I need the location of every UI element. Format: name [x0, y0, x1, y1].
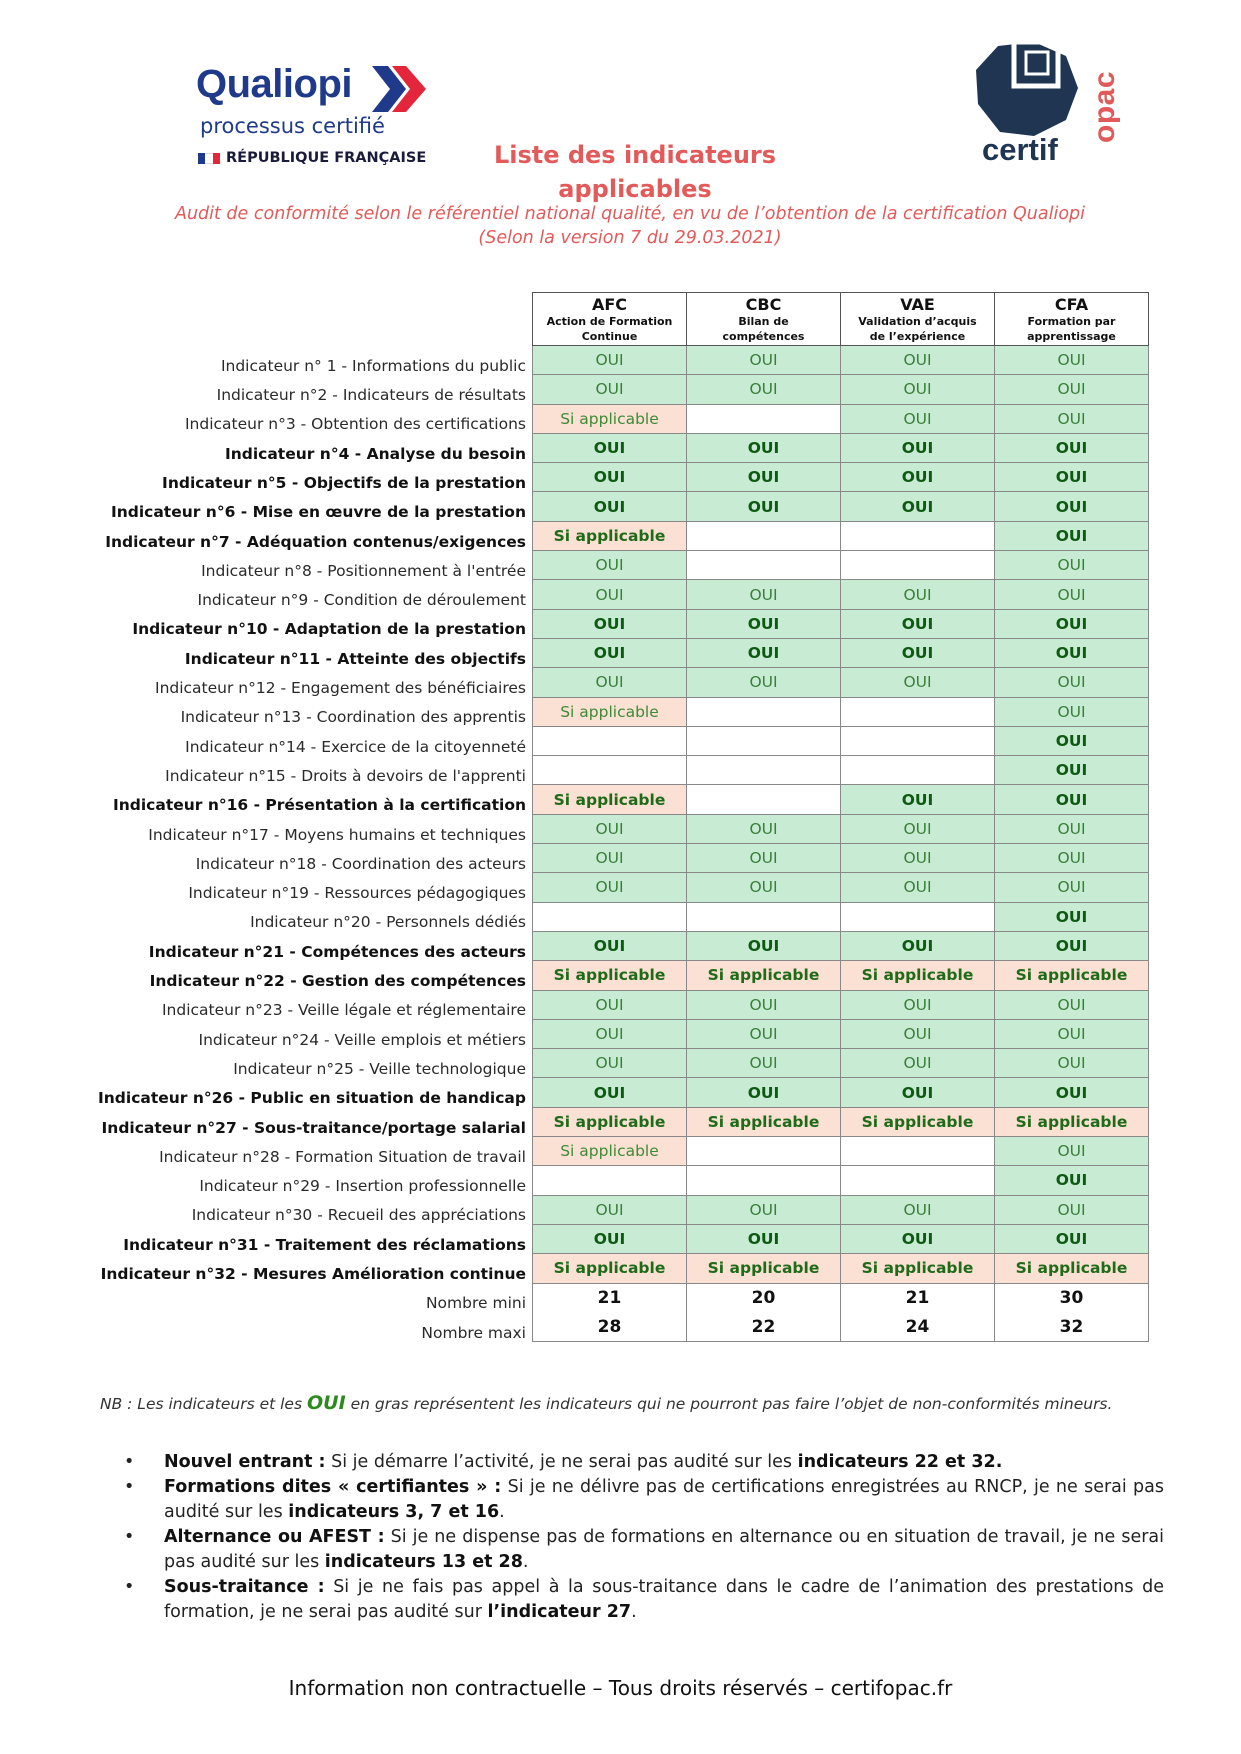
- column-header-vae: [841, 293, 995, 346]
- indicator-cell: [687, 726, 841, 755]
- indicator-cell: OUI: [687, 638, 841, 667]
- indicator-label: Indicateur n°18 - Coordination des acteurs: [195, 854, 526, 873]
- indicator-cell: Si applicable: [533, 1137, 687, 1166]
- indicator-cell: OUI: [687, 1078, 841, 1107]
- table-row: [96, 1254, 1149, 1283]
- indicator-cell: OUI: [841, 814, 995, 843]
- bullet-head: Alternance ou AFEST :: [164, 1527, 385, 1547]
- column-desc-2: apprentissage: [1027, 330, 1116, 343]
- bullet-tail: .: [522, 1552, 529, 1572]
- indicator-label: Indicateur n°13 - Coordination des apprentis: [180, 708, 526, 727]
- list-item: [124, 1475, 1164, 1525]
- indicator-cell: [687, 902, 841, 931]
- indicator-label: Indicateur n°22 - Gestion des compétences: [149, 972, 526, 991]
- column-abbr: CBC: [745, 295, 782, 314]
- bullet-head: Sous-traitance :: [164, 1577, 325, 1597]
- indicator-cell: OUI: [687, 931, 841, 960]
- indicator-cell: OUI: [533, 375, 687, 404]
- indicator-cell: OUI: [841, 1224, 995, 1253]
- table-row: [96, 1224, 1149, 1253]
- table-row: [96, 697, 1149, 726]
- indicator-cell: OUI: [995, 521, 1149, 550]
- page-subtitle: [140, 202, 1120, 250]
- indicator-cell: OUI: [533, 814, 687, 843]
- opac-word: opac: [1088, 70, 1121, 143]
- indicator-cell: OUI: [995, 902, 1149, 931]
- column-desc-2: Continue: [581, 330, 638, 343]
- indicator-cell: OUI: [841, 433, 995, 462]
- table-row: [96, 990, 1149, 1019]
- indicator-cell: OUI: [687, 1195, 841, 1224]
- table-row: [96, 961, 1149, 990]
- indicator-cell: OUI: [687, 873, 841, 902]
- qualiopi-logo: [196, 62, 446, 172]
- nb-text-after: en gras représentent les indicateurs qui ne pourront pas faire l’objet de non-conformités mineurs.: [350, 1395, 1113, 1413]
- indicator-cell: [533, 726, 687, 755]
- indicator-cell: [687, 1137, 841, 1166]
- indicator-cell: OUI: [841, 1019, 995, 1048]
- indicator-cell: Si applicable: [841, 961, 995, 990]
- indicator-cell: OUI: [995, 697, 1149, 726]
- column-header-cbc: [687, 293, 841, 346]
- indicator-cell: OUI: [841, 492, 995, 521]
- indicator-cell: OUI: [841, 609, 995, 638]
- indicator-cell: Si applicable: [841, 1254, 995, 1283]
- table-row: [96, 609, 1149, 638]
- indicator-cell: OUI: [995, 404, 1149, 433]
- table-row: [96, 726, 1149, 755]
- header-spacer: [96, 293, 533, 346]
- indicator-cell: OUI: [687, 433, 841, 462]
- bullet-head: Nouvel entrant :: [164, 1452, 326, 1472]
- indicator-cell: [841, 1137, 995, 1166]
- indicator-cell: OUI: [687, 463, 841, 492]
- indicator-cell: OUI: [841, 463, 995, 492]
- indicator-label: Indicateur n°29 - Insertion professionnelle: [199, 1177, 526, 1196]
- indicator-cell: [841, 902, 995, 931]
- bullet-head: Formations dites « certifiantes » :: [164, 1477, 502, 1497]
- bullet-icon: •: [124, 1477, 135, 1497]
- bullet-strong: indicateurs 22 et 32.: [797, 1452, 1003, 1472]
- indicator-label: Indicateur n°7 - Adéquation contenus/exigences: [105, 532, 526, 551]
- table-row: [96, 1137, 1149, 1166]
- indicator-cell: [687, 756, 841, 785]
- indicator-label: Indicateur n°11 - Atteinte des objectifs: [184, 649, 526, 668]
- indicator-cell: OUI: [841, 844, 995, 873]
- indicator-cell: OUI: [687, 346, 841, 375]
- indicator-cell: OUI: [533, 873, 687, 902]
- table-row: [96, 1049, 1149, 1078]
- indicator-label: Indicateur n°8 - Positionnement à l'entrée: [201, 561, 526, 580]
- republique-label: RÉPUBLIQUE FRANÇAISE: [226, 150, 427, 166]
- indicator-cell: OUI: [995, 346, 1149, 375]
- indicator-cell: OUI: [533, 463, 687, 492]
- indicator-cell: [533, 902, 687, 931]
- qualiopi-tagline: processus certifié: [200, 114, 385, 138]
- indicator-cell: OUI: [533, 1078, 687, 1107]
- bullet-text: Si je ne dispense pas de formations en alternance ou en situation de travail, je ne serai pas audité sur les: [164, 1527, 1164, 1572]
- indicator-label: Indicateur n°30 - Recueil des appréciations: [191, 1206, 526, 1225]
- indicator-cell: [687, 785, 841, 814]
- indicator-cell: [841, 521, 995, 550]
- indicator-cell: OUI: [995, 492, 1149, 521]
- indicator-cell: Si applicable: [533, 521, 687, 550]
- indicator-cell: OUI: [533, 551, 687, 580]
- table-row: [96, 638, 1149, 667]
- table-row: [96, 931, 1149, 960]
- qualiopi-chevron-icon: [372, 66, 428, 112]
- bullet-text: Si je ne fais pas appel à la sous-traitance dans le cadre de l’animation des prestations de formation, je ne serai pas audité sur: [164, 1577, 1164, 1622]
- indicator-cell: Si applicable: [533, 961, 687, 990]
- indicator-cell: OUI: [687, 492, 841, 521]
- indicator-cell: OUI: [995, 931, 1149, 960]
- indicator-cell: OUI: [533, 609, 687, 638]
- table-row: [96, 551, 1149, 580]
- indicator-cell: OUI: [995, 1224, 1149, 1253]
- indicator-cell: OUI: [995, 785, 1149, 814]
- indicator-label: Indicateur n°28 - Formation Situation de travail: [159, 1147, 526, 1166]
- indicator-label: Indicateur n°9 - Condition de déroulement: [197, 591, 526, 610]
- indicator-cell: OUI: [841, 580, 995, 609]
- indicator-cell: OUI: [533, 1195, 687, 1224]
- indicator-cell: OUI: [841, 1078, 995, 1107]
- indicator-cell: OUI: [841, 931, 995, 960]
- indicator-cell: OUI: [533, 638, 687, 667]
- column-header-afc: [533, 293, 687, 346]
- indicator-label: Indicateur n°31 - Traitement des réclamations: [123, 1235, 526, 1254]
- indicator-cell: OUI: [687, 580, 841, 609]
- certif-word: certif: [982, 132, 1058, 167]
- indicator-label: Indicateur n°2 - Indicateurs de résultats: [216, 386, 526, 405]
- table-row: [96, 756, 1149, 785]
- indicator-cell: OUI: [995, 990, 1149, 1019]
- indicator-cell: [841, 1166, 995, 1195]
- column-abbr: AFC: [591, 295, 628, 314]
- table-row: [96, 404, 1149, 433]
- table-row: [96, 521, 1149, 550]
- indicator-cell: Si applicable: [995, 961, 1149, 990]
- indicator-cell: OUI: [995, 1195, 1149, 1224]
- totals-label: Nombre maxi: [421, 1323, 526, 1342]
- totals-row: [96, 1312, 1149, 1341]
- table-row: [96, 375, 1149, 404]
- table-row: [96, 463, 1149, 492]
- exemptions-list: [124, 1450, 1164, 1625]
- nb-oui: OUI: [306, 1392, 346, 1414]
- subtitle-line-2: (Selon la version 7 du 29.03.2021): [478, 228, 782, 248]
- table-row: [96, 668, 1149, 697]
- table-row: [96, 1195, 1149, 1224]
- indicator-cell: Si applicable: [841, 1107, 995, 1136]
- indicator-cell: OUI: [687, 844, 841, 873]
- indicator-cell: OUI: [995, 756, 1149, 785]
- indicator-cell: OUI: [995, 844, 1149, 873]
- table-header-row: [96, 293, 1149, 346]
- indicator-cell: Si applicable: [533, 1107, 687, 1136]
- bullet-strong: l’indicateur 27: [487, 1602, 632, 1622]
- bullet-strong: indicateurs 3, 7 et 16: [288, 1502, 500, 1522]
- table-row: [96, 580, 1149, 609]
- subtitle-line-1: Audit de conformité selon le référentiel national qualité, en vu de l’obtention de la certification Qualiopi: [174, 204, 1086, 224]
- totals-value: 30: [995, 1283, 1149, 1312]
- indicator-cell: [687, 1166, 841, 1195]
- table-row: [96, 1107, 1149, 1136]
- table-row: [96, 433, 1149, 462]
- indicator-cell: OUI: [995, 580, 1149, 609]
- indicator-cell: [687, 697, 841, 726]
- indicator-cell: OUI: [841, 375, 995, 404]
- indicator-cell: OUI: [687, 1224, 841, 1253]
- indicator-cell: OUI: [533, 1019, 687, 1048]
- totals-value: 24: [841, 1312, 995, 1341]
- indicator-label: Indicateur n°19 - Ressources pédagogiques: [188, 884, 526, 903]
- indicators-body: [96, 346, 1149, 1342]
- indicator-cell: OUI: [995, 1049, 1149, 1078]
- column-desc-1: Action de Formation: [546, 315, 673, 328]
- table-row: [96, 873, 1149, 902]
- indicator-cell: OUI: [995, 668, 1149, 697]
- indicator-cell: Si applicable: [533, 785, 687, 814]
- indicator-cell: OUI: [533, 580, 687, 609]
- nb-note: [100, 1392, 1112, 1414]
- indicator-cell: OUI: [995, 814, 1149, 843]
- bullet-text: Si je ne délivre pas de certifications enregistrées au RNCP, je ne serai pas audité sur les: [164, 1477, 1164, 1522]
- indicator-cell: OUI: [687, 375, 841, 404]
- totals-value: 21: [533, 1283, 687, 1312]
- indicator-cell: OUI: [687, 1019, 841, 1048]
- indicator-label: Indicateur n°14 - Exercice de la citoyenneté: [185, 737, 526, 756]
- indicator-cell: OUI: [533, 844, 687, 873]
- indicator-cell: [687, 404, 841, 433]
- indicator-cell: OUI: [533, 492, 687, 521]
- indicator-label: Indicateur n°4 - Analyse du besoin: [224, 444, 526, 463]
- bullet-tail: .: [499, 1502, 505, 1522]
- column-desc-1: Bilan de: [738, 315, 789, 328]
- bullet-strong: indicateurs 13 et 28: [324, 1552, 523, 1572]
- column-abbr: CFA: [1054, 295, 1089, 314]
- indicator-label: Indicateur n° 1 - Informations du public: [220, 356, 526, 375]
- bullet-text: Si je démarre l’activité, je ne serai pas audité sur les: [325, 1452, 798, 1472]
- indicator-cell: OUI: [995, 1166, 1149, 1195]
- indicator-label: Indicateur n°25 - Veille technologique: [233, 1059, 526, 1078]
- totals-value: 32: [995, 1312, 1149, 1341]
- indicator-label: Indicateur n°15 - Droits à devoirs de l'apprenti: [165, 766, 526, 785]
- indicator-cell: OUI: [533, 668, 687, 697]
- indicator-cell: OUI: [995, 463, 1149, 492]
- indicator-cell: Si applicable: [995, 1254, 1149, 1283]
- page-title: [470, 138, 800, 206]
- column-desc-2: de l’expérience: [869, 330, 966, 343]
- indicator-cell: OUI: [995, 433, 1149, 462]
- bullet-icon: •: [124, 1527, 135, 1547]
- indicator-cell: OUI: [995, 1019, 1149, 1048]
- certifopac-logo: [960, 40, 1130, 180]
- indicator-cell: [841, 726, 995, 755]
- table-row: [96, 844, 1149, 873]
- list-item: [124, 1575, 1164, 1625]
- indicator-label: Indicateur n°27 - Sous-traitance/portage salarial: [101, 1118, 526, 1137]
- indicator-cell: Si applicable: [533, 697, 687, 726]
- indicator-cell: OUI: [841, 873, 995, 902]
- list-item: [124, 1525, 1164, 1575]
- totals-value: 28: [533, 1312, 687, 1341]
- indicator-label: Indicateur n°5 - Objectifs de la prestation: [162, 473, 526, 492]
- indicator-label: Indicateur n°16 - Présentation à la certification: [112, 796, 526, 815]
- indicator-cell: OUI: [533, 1224, 687, 1253]
- totals-row: [96, 1283, 1149, 1312]
- indicator-cell: [533, 756, 687, 785]
- indicator-cell: OUI: [687, 609, 841, 638]
- indicator-cell: OUI: [841, 638, 995, 667]
- page-footer: Information non contractuelle – Tous droits réservés – certifopac.fr: [288, 1676, 953, 1700]
- title-line-2: applicables: [558, 175, 712, 203]
- indicator-cell: OUI: [995, 873, 1149, 902]
- indicator-cell: OUI: [841, 346, 995, 375]
- column-desc-2: compétences: [722, 330, 805, 343]
- list-item: [124, 1450, 1164, 1475]
- indicator-cell: OUI: [841, 404, 995, 433]
- indicator-cell: OUI: [841, 1049, 995, 1078]
- bullet-icon: •: [124, 1452, 135, 1472]
- indicator-cell: Si applicable: [995, 1107, 1149, 1136]
- column-desc-1: Formation par: [1027, 315, 1116, 328]
- indicator-cell: OUI: [533, 990, 687, 1019]
- indicator-cell: OUI: [841, 668, 995, 697]
- indicator-label: Indicateur n°10 - Adaptation de la prestation: [132, 620, 526, 639]
- indicator-cell: OUI: [995, 726, 1149, 755]
- indicator-cell: OUI: [995, 638, 1149, 667]
- totals-value: 21: [841, 1283, 995, 1312]
- indicator-label: Indicateur n°17 - Moyens humains et techniques: [148, 825, 526, 844]
- indicator-cell: OUI: [841, 1195, 995, 1224]
- table-row: [96, 902, 1149, 931]
- indicator-cell: Si applicable: [533, 1254, 687, 1283]
- indicator-cell: OUI: [995, 1137, 1149, 1166]
- column-abbr: VAE: [900, 295, 935, 314]
- bullet-icon: •: [124, 1577, 135, 1597]
- column-header-cfa: [995, 293, 1149, 346]
- indicator-label: Indicateur n°20 - Personnels dédiés: [250, 913, 526, 932]
- indicator-cell: [687, 521, 841, 550]
- table-row: [96, 1019, 1149, 1048]
- indicator-cell: [533, 1166, 687, 1195]
- totals-value: 22: [687, 1312, 841, 1341]
- indicator-cell: OUI: [533, 931, 687, 960]
- indicator-cell: OUI: [687, 814, 841, 843]
- indicator-cell: [841, 756, 995, 785]
- indicator-cell: OUI: [841, 990, 995, 1019]
- indicator-cell: OUI: [995, 609, 1149, 638]
- indicator-cell: OUI: [841, 785, 995, 814]
- indicators-table: [96, 292, 1149, 1342]
- indicator-cell: [841, 551, 995, 580]
- nb-text-before: NB : Les indicateurs et les: [100, 1395, 303, 1413]
- table-row: [96, 1078, 1149, 1107]
- indicator-label: Indicateur n°12 - Engagement des bénéficiaires: [155, 679, 526, 698]
- indicator-label: Indicateur n°26 - Public en situation de handicap: [97, 1089, 526, 1108]
- totals-value: 20: [687, 1283, 841, 1312]
- indicator-cell: OUI: [533, 433, 687, 462]
- indicator-cell: [687, 551, 841, 580]
- indicator-cell: Si applicable: [687, 1107, 841, 1136]
- indicator-label: Indicateur n°24 - Veille emplois et métiers: [198, 1030, 526, 1049]
- title-line-1: Liste des indicateurs: [493, 141, 777, 169]
- qualiopi-name: Qualiopi: [196, 62, 352, 106]
- indicator-cell: [841, 697, 995, 726]
- column-desc-1: Validation d’acquis: [858, 315, 977, 328]
- indicator-cell: OUI: [995, 1078, 1149, 1107]
- table-row: [96, 814, 1149, 843]
- indicator-cell: OUI: [687, 668, 841, 697]
- totals-label: Nombre mini: [425, 1294, 526, 1313]
- indicator-cell: OUI: [995, 551, 1149, 580]
- table-row: [96, 492, 1149, 521]
- indicator-label: Indicateur n°21 - Compétences des acteurs: [148, 942, 526, 961]
- republique-francaise: [198, 150, 426, 166]
- indicator-label: Indicateur n°6 - Mise en œuvre de la prestation: [110, 503, 526, 522]
- indicator-label: Indicateur n°32 - Mesures Amélioration continue: [100, 1265, 526, 1283]
- table-row: [96, 785, 1149, 814]
- indicator-cell: OUI: [995, 375, 1149, 404]
- indicator-cell: OUI: [533, 346, 687, 375]
- indicator-cell: Si applicable: [533, 404, 687, 433]
- bullet-tail: .: [631, 1602, 637, 1622]
- indicator-cell: OUI: [687, 990, 841, 1019]
- indicator-label: Indicateur n°23 - Veille légale et réglementaire: [161, 1001, 526, 1020]
- table-row: [96, 1166, 1149, 1195]
- indicator-cell: Si applicable: [687, 961, 841, 990]
- indicator-cell: OUI: [687, 1049, 841, 1078]
- french-flag-icon: [198, 153, 220, 164]
- indicator-label: Indicateur n°3 - Obtention des certifications: [184, 415, 526, 434]
- indicator-cell: OUI: [533, 1049, 687, 1078]
- table-row: [96, 346, 1149, 375]
- indicator-cell: Si applicable: [687, 1254, 841, 1283]
